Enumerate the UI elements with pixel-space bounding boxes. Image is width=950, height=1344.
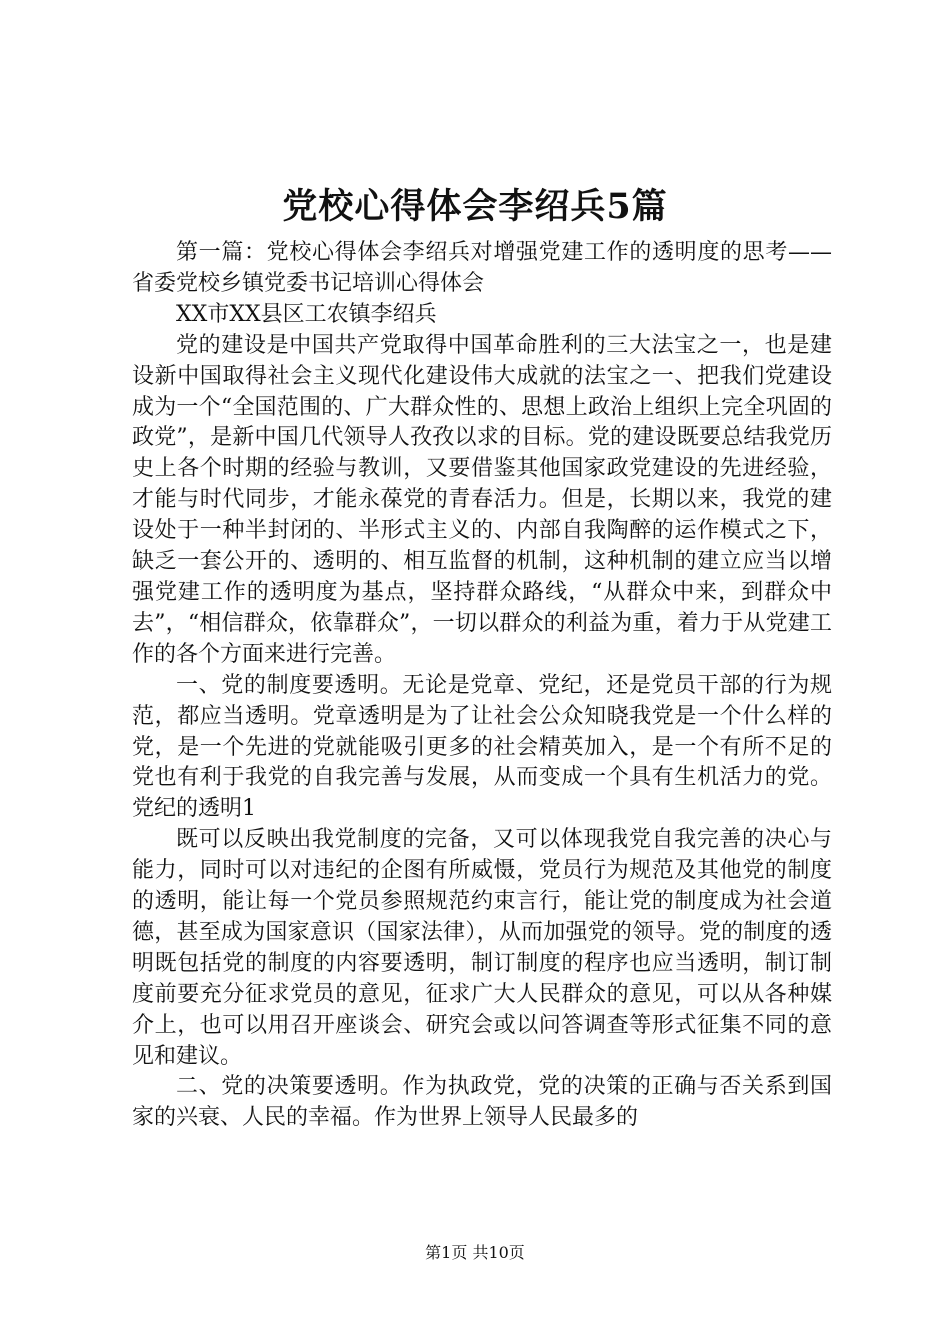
paragraph-system-transparency: 一、党的制度要透明。无论是党章、党纪，还是党员干部的行为规范，都应当透明。党章透明是为了让社会公众知晓我党是一个什么样的党，是一个先进的党就能吸引更多的社会精英加入，是一个有所不足的党也有利于我党的自我完善与发展，从而变成一个具有生机活力的党。党纪的透明1	[132, 672, 832, 822]
paragraph-system-transparency-continued: 既可以反映出我党制度的完备，又可以体现我党自我完善的决心与能力，同时可以对违纪的企图有所威慑，党员行为规范及其他党的制度的透明，能让每一个党员参照规范约束言行，能让党的制度成为社会道德，甚至成为国家意识（国家法律），从而加强党的领导。党的制度的透明既包括党的制度的内容要透明，制订制度的程序也应当透明，制订制度前要充分征求党员的意见，征求广大人民群众的意见，可以从各种媒介上，也可以用召开座谈会、研究会或以问答调查等形式征集不同的意见和建议。	[132, 827, 832, 1069]
page-number-footer: 第1页 共10页	[425, 1243, 525, 1262]
paragraph-author-line: XX市XX县区工农镇李绍兵	[176, 301, 437, 327]
paragraph-party-building-intro: 党的建设是中国共产党取得中国革命胜利的三大法宝之一，也是建设新中国取得社会主义现代化建设伟大成就的法宝之一、把我们党建设成为一个“全国范围的、广大群众性的、思想上政治上组织上完全巩固的政党”，是新中国几代领导人孜孜以求的目标。党的建设既要总结我党历史上各个时期的经验与教训，又要借鉴其他国家政党建设的先进经验，才能与时代同步，才能永葆党的青春活力。但是，长期以来，我党的建设处于一种半封闭的、半形式主义的、内部自我陶醉的运作模式之下，缺乏一套公开的、透明的、相互监督的机制，这种机制的建立应当以增强党建工作的透明度为基点，坚持群众路线，“从群众中来，到群众中去”，“相信群众，依靠群众”，一切以群众的利益为重，着力于从党建工作的各个方面来进行完善。	[132, 332, 832, 667]
paragraph-decision-transparency: 二、党的决策要透明。作为执政党，党的决策的正确与否关系到国家的兴衰、人民的幸福。作为世界上领导人民最多的	[132, 1074, 832, 1131]
document-title: 党校心得体会李绍兵5篇	[282, 186, 668, 227]
document-body	[132, 238, 832, 1134]
paragraph-heading-first-article: 第一篇：党校心得体会李绍兵对增强党建工作的透明度的思考——省委党校乡镇党委书记培训心得体会	[132, 240, 832, 296]
